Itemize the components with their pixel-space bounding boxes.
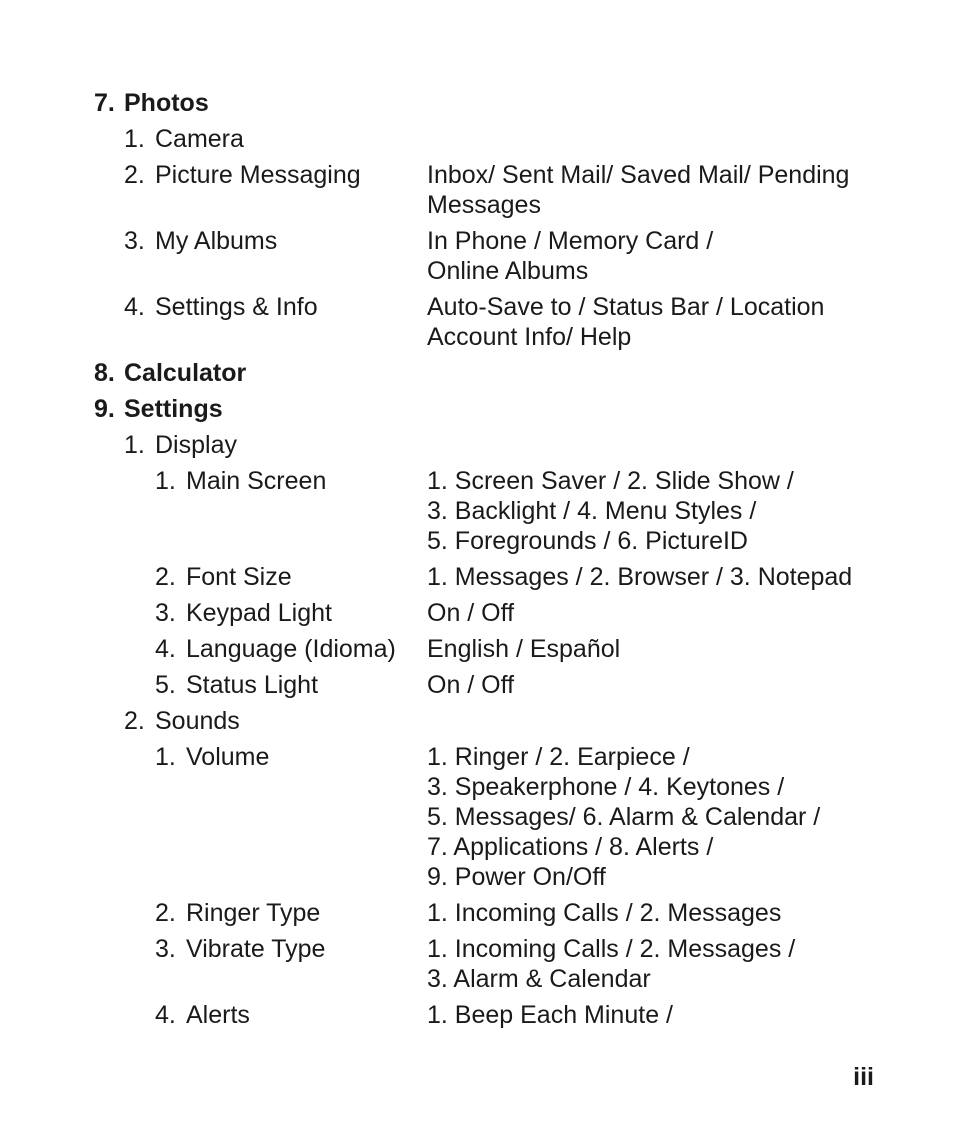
option-line: 5. Messages/ 6. Alarm & Calendar / — [427, 803, 821, 831]
menu-item-options — [427, 430, 897, 460]
menu-item-label — [124, 706, 240, 736]
menu-item-label — [155, 466, 326, 496]
option-line: 1. Incoming Calls / 2. Messages / — [427, 935, 796, 963]
option-line: 5. Foregrounds / 6. PictureID — [427, 527, 748, 555]
option-line: Messages — [427, 191, 541, 219]
menu-item — [0, 634, 954, 664]
menu-item — [0, 160, 954, 220]
menu-item-number: 1. — [155, 743, 176, 771]
menu-item-options — [427, 292, 897, 352]
menu-item-options — [427, 1000, 897, 1030]
menu-item — [0, 934, 954, 994]
menu-item — [0, 742, 954, 892]
menu-item-options — [427, 226, 897, 286]
menu-item-label — [155, 670, 318, 700]
option-line: In Phone / Memory Card / — [427, 227, 714, 255]
menu-item-text: My Albums — [155, 227, 278, 255]
menu-item-text: Ringer Type — [186, 899, 321, 927]
menu-item-options — [427, 562, 897, 592]
menu-item-text: Alerts — [186, 1001, 250, 1029]
menu-item-text: Status Light — [186, 671, 319, 699]
menu-item-number: 4. — [155, 1001, 176, 1029]
menu-item-number: 5. — [155, 671, 176, 699]
option-line: 7. Applications / 8. Alerts / — [427, 833, 714, 861]
menu-item-number: 2. — [124, 161, 145, 189]
menu-item-number: 8. — [94, 359, 115, 387]
menu-item-number: 1. — [155, 467, 176, 495]
option-line: English / Español — [427, 635, 621, 663]
menu-item — [0, 124, 954, 154]
option-line: 1. Incoming Calls / 2. Messages — [427, 899, 782, 927]
menu-item — [0, 706, 954, 736]
menu-item-options — [427, 670, 897, 700]
option-line: 9. Power On/Off — [427, 863, 606, 891]
option-line: 1. Messages / 2. Browser / 3. Notepad — [427, 563, 853, 591]
menu-item-options — [427, 898, 897, 928]
menu-item-text: Settings — [124, 395, 223, 423]
menu-item-number: 2. — [155, 563, 176, 591]
menu-item-label — [155, 634, 396, 664]
menu-item-text: Language (Idioma) — [186, 635, 396, 663]
option-line: 3. Backlight / 4. Menu Styles / — [427, 497, 757, 525]
option-line: 1. Screen Saver / 2. Slide Show / — [427, 467, 794, 495]
menu-item-options — [427, 88, 897, 118]
page-number: iii — [853, 1063, 874, 1091]
menu-item — [0, 466, 954, 556]
menu-item — [0, 670, 954, 700]
menu-item-options — [427, 634, 897, 664]
menu-item-text: Settings & Info — [155, 293, 318, 321]
menu-item-label — [94, 88, 209, 118]
menu-item — [0, 1000, 954, 1030]
option-line: Inbox/ Sent Mail/ Saved Mail/ Pending — [427, 161, 850, 189]
menu-item-label — [124, 124, 244, 154]
menu-item-label — [155, 598, 332, 628]
menu-item-number: 9. — [94, 395, 115, 423]
menu-item-text: Vibrate Type — [186, 935, 326, 963]
menu-item-text: Picture Messaging — [155, 161, 361, 189]
menu-item-options — [427, 124, 897, 154]
menu-item — [0, 292, 954, 352]
menu-item-number: 3. — [124, 227, 145, 255]
menu-item-options — [427, 358, 897, 388]
option-line: 1. Beep Each Minute / — [427, 1001, 673, 1029]
menu-item-text: Main Screen — [186, 467, 327, 495]
menu-item — [0, 898, 954, 928]
menu-item-label — [124, 226, 277, 256]
menu-item-number: 1. — [124, 431, 145, 459]
menu-item-number: 7. — [94, 89, 115, 117]
option-line: Auto-Save to / Status Bar / Location — [427, 293, 825, 321]
menu-item-number: 3. — [155, 935, 176, 963]
menu-item-number: 1. — [124, 125, 145, 153]
menu-item-options — [427, 466, 897, 556]
option-line: On / Off — [427, 599, 515, 627]
menu-item-label — [94, 394, 223, 424]
menu-item-options — [427, 742, 897, 892]
menu-item-text: Calculator — [124, 359, 247, 387]
menu-item-text: Camera — [155, 125, 244, 153]
menu-heading — [0, 88, 954, 118]
menu-item-options — [427, 598, 897, 628]
menu-item-text: Keypad Light — [186, 599, 332, 627]
menu-heading — [0, 394, 954, 424]
menu-item-label — [155, 934, 325, 964]
option-line: Account Info/ Help — [427, 323, 632, 351]
option-line: 3. Speakerphone / 4. Keytones / — [427, 773, 785, 801]
option-line: 1. Ringer / 2. Earpiece / — [427, 743, 690, 771]
menu-item-options — [427, 394, 897, 424]
menu-item — [0, 430, 954, 460]
menu-item-label — [155, 1000, 250, 1030]
menu-item — [0, 226, 954, 286]
menu-item-label — [94, 358, 246, 388]
menu-heading — [0, 358, 954, 388]
menu-item-number: 4. — [124, 293, 145, 321]
option-line: Online Albums — [427, 257, 589, 285]
menu-item-text: Display — [155, 431, 237, 459]
menu-item-text: Sounds — [155, 707, 240, 735]
menu-item-number: 3. — [155, 599, 176, 627]
menu-item — [0, 598, 954, 628]
menu-item-label — [155, 562, 292, 592]
menu-item-text: Photos — [124, 89, 209, 117]
menu-item-label — [124, 430, 237, 460]
option-line: On / Off — [427, 671, 515, 699]
menu-item-label — [155, 742, 269, 772]
menu-list — [0, 88, 954, 1036]
menu-item-options — [427, 706, 897, 736]
menu-item-options — [427, 160, 897, 220]
option-line: 3. Alarm & Calendar — [427, 965, 651, 993]
menu-item-number: 4. — [155, 635, 176, 663]
menu-item-number: 2. — [124, 707, 145, 735]
menu-item-label — [124, 292, 318, 322]
menu-item-label — [124, 160, 361, 190]
menu-item — [0, 562, 954, 592]
menu-item-text: Volume — [186, 743, 270, 771]
menu-item-number: 2. — [155, 899, 176, 927]
menu-item-label — [155, 898, 320, 928]
menu-item-options — [427, 934, 897, 994]
menu-item-text: Font Size — [186, 563, 292, 591]
